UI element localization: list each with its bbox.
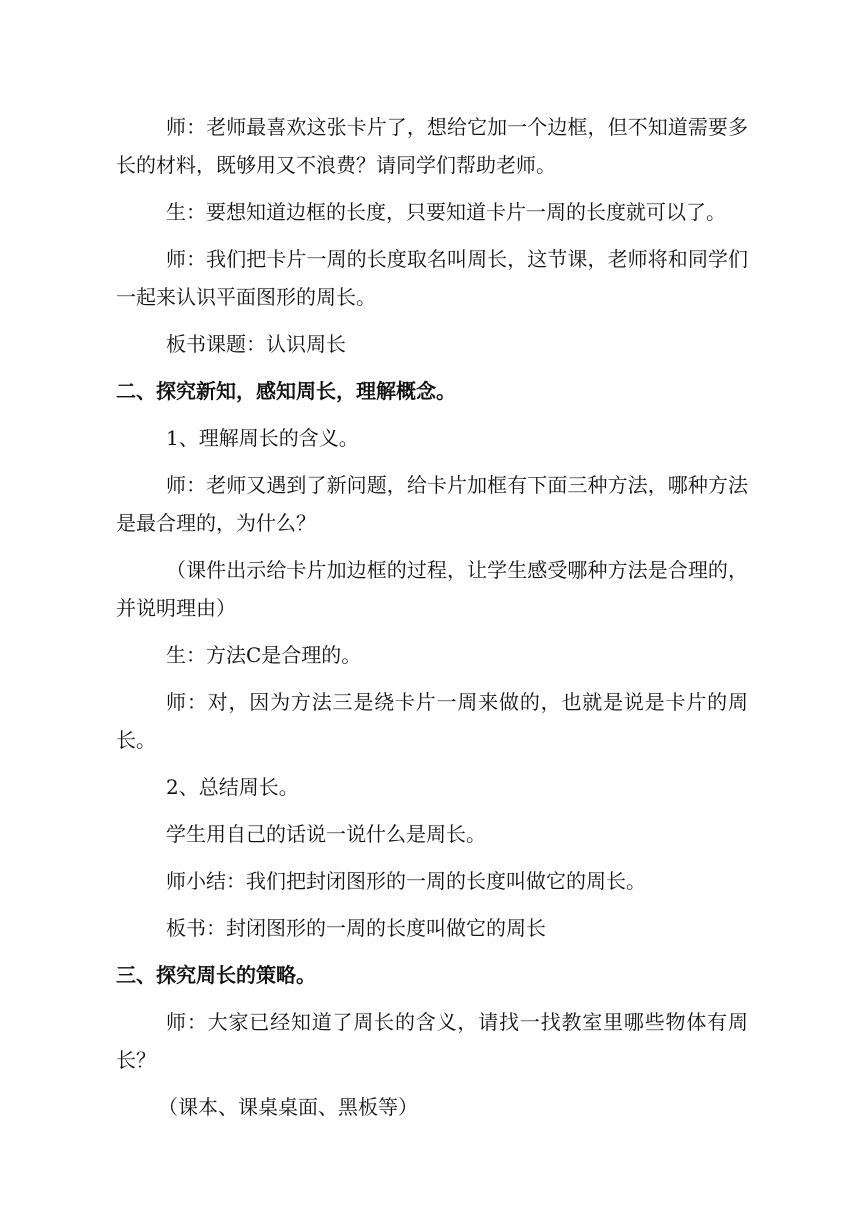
section-heading-three: 三、探究周长的策略。	[116, 963, 316, 987]
paragraph-understand-meaning: 1、理解周长的含义。	[166, 426, 359, 450]
paragraph-teacher-card-frame: 师：老师最喜欢这张卡片了，想给它加一个边框，但不知道需要多长的材料，既够用又不浪费？请同学们帮助老师。	[116, 115, 748, 177]
paragraph-teacher-perimeter-intro: 师：我们把卡片一周的长度取名叫周长，这节课，老师将和同学们一起来认识平面图形的周长。	[116, 247, 748, 309]
paragraph-teacher-summary: 师小结：我们把封闭图形的一周的长度叫做它的周长。	[166, 869, 646, 893]
paragraph-teacher-new-question: 师：老师又遇到了新问题，给卡片加框有下面三种方法，哪种方法是最合理的，为什么？	[116, 473, 748, 535]
paragraph-teacher-method-three: 师：对，因为方法三是绕卡片一周来做的，也就是说是卡片的周长。	[116, 690, 748, 752]
paragraph-examples-note: （课本、课桌桌面、黑板等）	[158, 1095, 418, 1119]
paragraph-student-border-length: 生：要想知道边框的长度，只要知道卡片一周的长度就可以了。	[166, 200, 726, 224]
paragraph-board-definition: 板书：封闭图形的一周的长度叫做它的周长	[166, 916, 546, 940]
paragraph-courseware-note: （课件出示给卡片加边框的过程，让学生感受哪种方法是合理的，并说明理由）	[116, 558, 748, 620]
paragraph-board-title: 板书课题：认识周长	[166, 332, 346, 356]
paragraph-students-explain: 学生用自己的话说一说什么是周长。	[166, 822, 486, 846]
document-body	[116, 108, 748, 1126]
paragraph-teacher-find-objects: 师：大家已经知道了周长的含义，请找一找教室里哪些物体有周长？	[116, 1010, 748, 1072]
section-heading-two: 二、探究新知，感知周长，理解概念。	[116, 379, 456, 403]
paragraph-summarize-perimeter: 2、总结周长。	[166, 775, 299, 799]
paragraph-student-method-c: 生：方法C是合理的。	[166, 643, 362, 667]
